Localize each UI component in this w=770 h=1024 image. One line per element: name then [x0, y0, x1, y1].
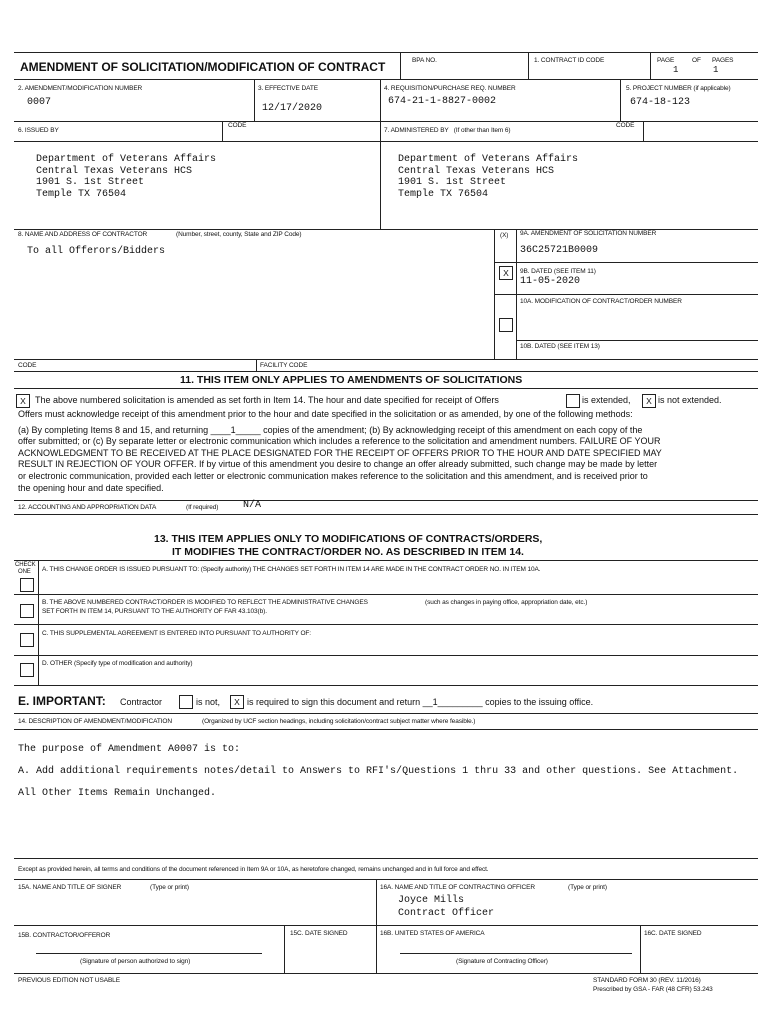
signature-person-label: (Signature of person authorized to sign) [80, 958, 191, 965]
divider [380, 121, 381, 229]
item14-line-3: All Other Items Remain Unchanged. [18, 788, 217, 799]
item14-label: 14. DESCRIPTION OF AMENDMENT/MODIFICATION [18, 718, 172, 725]
item15c-label: 15C. DATE SIGNED [290, 930, 348, 937]
x-column-label: (X) [500, 232, 509, 239]
of-label: OF [692, 57, 701, 64]
important-label: E. IMPORTANT: [18, 694, 106, 708]
contractor-label: Contractor [120, 697, 163, 707]
option-b-label-2: SET FORTH IN ITEM 14, PURSUANT TO THE AUTHORITY OF FAR 43.103(b). [42, 608, 267, 615]
item15a-label: 15A. NAME AND TITLE OF SIGNER [18, 884, 122, 891]
facility-code-label: FACILITY CODE [260, 362, 308, 369]
contract-id-label: 1. CONTRACT ID CODE [534, 57, 605, 64]
page-value: 1 [673, 65, 679, 75]
code-label: CODE [228, 122, 247, 129]
item5-label: 5. PROJECT NUMBER (if applicable) [626, 85, 731, 92]
is-not-label: is not, [196, 697, 221, 707]
divider [400, 52, 401, 79]
required-text: is required to sign this document and return __1_________ copies to the issuing office. [247, 697, 594, 707]
form-number: STANDARD FORM 30 (REV. 11/2016) [593, 977, 701, 984]
item2-label: 2. AMENDMENT/MODIFICATION NUMBER [18, 85, 143, 92]
is-required-checkbox[interactable]: X [230, 695, 244, 709]
row-line [14, 925, 758, 926]
one-label: ONE [18, 569, 31, 575]
divider [640, 925, 641, 973]
row-line [516, 340, 758, 341]
item2-value[interactable]: 0007 [27, 97, 52, 108]
issued-by-address: Department of Veterans Affairs Central Texas Veterans HCS 1901 S. 1st Street Temple TX 76504 [36, 154, 217, 200]
item16c-label: 16C. DATE SIGNED [644, 930, 702, 937]
option-a-label: A. THIS CHANGE ORDER IS ISSUED PURSUANT TO: (Specify authority) THE CHANGES SET FORTH IN ITEM 14 ARE MADE IN THE CONTRACT ORDER NO. IN ITEM 10A. [42, 566, 541, 573]
section11-line1: The above numbered solicitation is amended as set forth in Item 14. The hour and date specified for receipt of Offers [35, 395, 499, 405]
row-line [494, 294, 758, 295]
divider [643, 121, 644, 141]
divider [620, 79, 621, 121]
item10-checkbox[interactable] [499, 318, 513, 332]
row-line [14, 858, 758, 859]
divider [254, 79, 255, 121]
row-line [494, 262, 758, 263]
row-line [14, 655, 758, 656]
divider [376, 879, 377, 973]
item5-value[interactable]: 674-18-123 [630, 97, 691, 108]
top-border [14, 52, 758, 53]
divider [650, 52, 651, 79]
row-line [14, 388, 758, 389]
except-text: Except as provided herein, all terms and conditions of the document referenced in Item 9A or 10A, as heretofore changed, remains unchanged and in full force and effect. [18, 866, 489, 873]
pages-value: 1 [713, 65, 719, 75]
row-line [14, 371, 758, 372]
previous-edition-note: PREVIOUS EDITION NOT USABLE [18, 977, 120, 984]
item14-line-2: A. Add additional requirements notes/detail to Answers to RFI's/Questions 1 thru 33 and other questions. See Attachment. [18, 766, 739, 777]
divider [528, 52, 529, 79]
code-label: CODE [18, 362, 37, 369]
section11-amended-checkbox[interactable]: X [16, 394, 30, 408]
item9b-value[interactable]: 11-05-2020 [520, 276, 581, 287]
signature-officer-label: (Signature of Contracting Officer) [456, 958, 548, 965]
item8-note: (Number, street, county, State and ZIP Code) [176, 231, 302, 238]
item10a-label: 10A. MODIFICATION OF CONTRACT/ORDER NUMBER [520, 298, 682, 305]
item8-label: 8. NAME AND ADDRESS OF CONTRACTOR [18, 231, 148, 238]
pages-label: PAGES [712, 57, 734, 64]
item4-label: 4. REQUISITION/PURCHASE REQ. NUMBER [384, 85, 516, 92]
item16a-label: 16A. NAME AND TITLE OF CONTRACTING OFFICER [380, 884, 535, 891]
bottom-border [14, 973, 758, 974]
item3-label: 3. EFFECTIVE DATE [258, 85, 318, 92]
item12-label: 12. ACCOUNTING AND APPROPRIATION DATA [18, 504, 157, 511]
row-line [14, 514, 758, 515]
section11-heading: 11. THIS ITEM ONLY APPLIES TO AMENDMENTS OF SOLICITATIONS [180, 374, 523, 386]
row-line [14, 79, 758, 80]
option-a-checkbox[interactable] [20, 578, 34, 592]
is-not-extended-label: is not extended. [658, 395, 722, 405]
officer-title[interactable]: Contract Officer [398, 908, 495, 919]
not-extended-checkbox[interactable]: X [642, 394, 656, 408]
item3-value[interactable]: 12/17/2020 [262, 103, 323, 114]
item8-value[interactable]: To all Offerors/Bidders [27, 246, 166, 257]
row-line [14, 729, 758, 730]
item9a-value[interactable]: 36C25721B0009 [520, 245, 599, 256]
row-line [14, 500, 758, 501]
section11-body: Offers must acknowledge receipt of this amendment prior to the hour and date specified in the solicitation or as amended, by one of the following methods: (a) By completing Items 8 and 15, and returning ____1_____ copies of the amendment; (b) By acknowledging receipt of this amendment on each copy of the offer submitted; or (c) By separate letter or electronic communication which includes a reference to the solicitation and amendment numbers. FAILURE OF YOUR ACKNOWLEDGMENT TO BE RECEIVED AT THE PLACE DESIGNATED FOR THE RECEIPT OF OFFERS PRIOR TO THE HOUR AND DATE SPECIFIED MAY RESULT IN REJECTION OF YOUR OFFER. If by virtue of this amendment you desire to change an offer already submitted, such change may be made by letter or electronic communication, provided each letter or electronic communication makes reference to the solicitation and this amendment, and is received prior to the opening hour and date specified. [18, 409, 662, 493]
row-line [14, 141, 380, 142]
section13-heading-1: 13. THIS ITEM APPLIES ONLY TO MODIFICATIONS OF CONTRACTS/ORDERS, [154, 533, 543, 545]
row-line [14, 359, 758, 360]
item15b-label: 15B. CONTRACTOR/OFFEROR [18, 932, 111, 939]
extended-checkbox[interactable] [566, 394, 580, 408]
divider [38, 560, 39, 685]
item4-value[interactable]: 674-21-1-8827-0002 [388, 96, 497, 107]
row-line [14, 879, 758, 880]
row-line [14, 560, 758, 561]
divider [380, 79, 381, 121]
row-line [380, 141, 758, 142]
option-d-checkbox[interactable] [20, 663, 34, 677]
divider [284, 925, 285, 973]
row-line [14, 624, 758, 625]
item16a-note: (Type or print) [568, 884, 607, 891]
item7-label: 7. ADMINISTERED BY (If other than Item 6) [384, 127, 511, 134]
option-c-checkbox[interactable] [20, 633, 34, 647]
administered-by-address: Department of Veterans Affairs Central Texas Veterans HCS 1901 S. 1st Street Temple TX 76504 [398, 154, 579, 200]
item14-note: (Organized by UCF section headings, including solicitation/contract subject matter where feasible.) [202, 718, 476, 725]
option-b-note: (such as changes in paying office, appropriation date, etc.) [425, 599, 588, 606]
admin-code-label: CODE [616, 122, 635, 129]
item10b-label: 10B. DATED (SEE ITEM 13) [520, 343, 600, 350]
check-label: CHECK [15, 562, 36, 568]
item12-note: (If required) [186, 504, 219, 511]
option-b-label: B. THE ABOVE NUMBERED CONTRACT/ORDER IS MODIFIED TO REFLECT THE ADMINISTRATIVE CHANGES [42, 599, 368, 606]
bpa-label: BPA NO. [412, 57, 437, 64]
section13-heading-2: IT MODIFIES THE CONTRACT/ORDER NO. AS DESCRIBED IN ITEM 14. [172, 546, 524, 558]
row-line [14, 685, 758, 686]
item9a-label: 9A. AMENDMENT OF SOLICITATION NUMBER [520, 230, 657, 237]
is-extended-label: is extended, [582, 395, 631, 405]
item9b-checkbox[interactable]: X [499, 266, 513, 280]
item9b-label: 9B. DATED (SEE ITEM 11) [520, 268, 596, 275]
row-line [14, 121, 758, 122]
prescribed-by: Prescribed by GSA - FAR (48 CFR) 53.243 [593, 986, 713, 993]
option-b-checkbox[interactable] [20, 604, 34, 618]
signature-line-officer[interactable] [400, 953, 632, 954]
row-line [14, 594, 758, 595]
divider [222, 121, 223, 141]
item12-value[interactable]: N/A [243, 500, 262, 511]
option-c-label: C. THIS SUPPLEMENTAL AGREEMENT IS ENTERED INTO PURSUANT TO AUTHORITY OF: [42, 630, 311, 637]
officer-name[interactable]: Joyce Mills [398, 895, 465, 906]
signature-line-contractor[interactable] [36, 953, 262, 954]
divider [256, 359, 257, 371]
is-not-checkbox[interactable] [179, 695, 193, 709]
item6-label: 6. ISSUED BY [18, 127, 59, 134]
form-title: AMENDMENT OF SOLICITATION/MODIFICATION OF CONTRACT [20, 60, 386, 74]
item15a-note: (Type or print) [150, 884, 189, 891]
item14-line-1: The purpose of Amendment A0007 is to: [18, 744, 241, 755]
page-label: PAGE [657, 57, 675, 64]
row-line [14, 713, 758, 714]
option-d-label: D. OTHER (Specify type of modification and authority) [42, 660, 193, 667]
item16b-label: 16B. UNITED STATES OF AMERICA [380, 930, 485, 937]
